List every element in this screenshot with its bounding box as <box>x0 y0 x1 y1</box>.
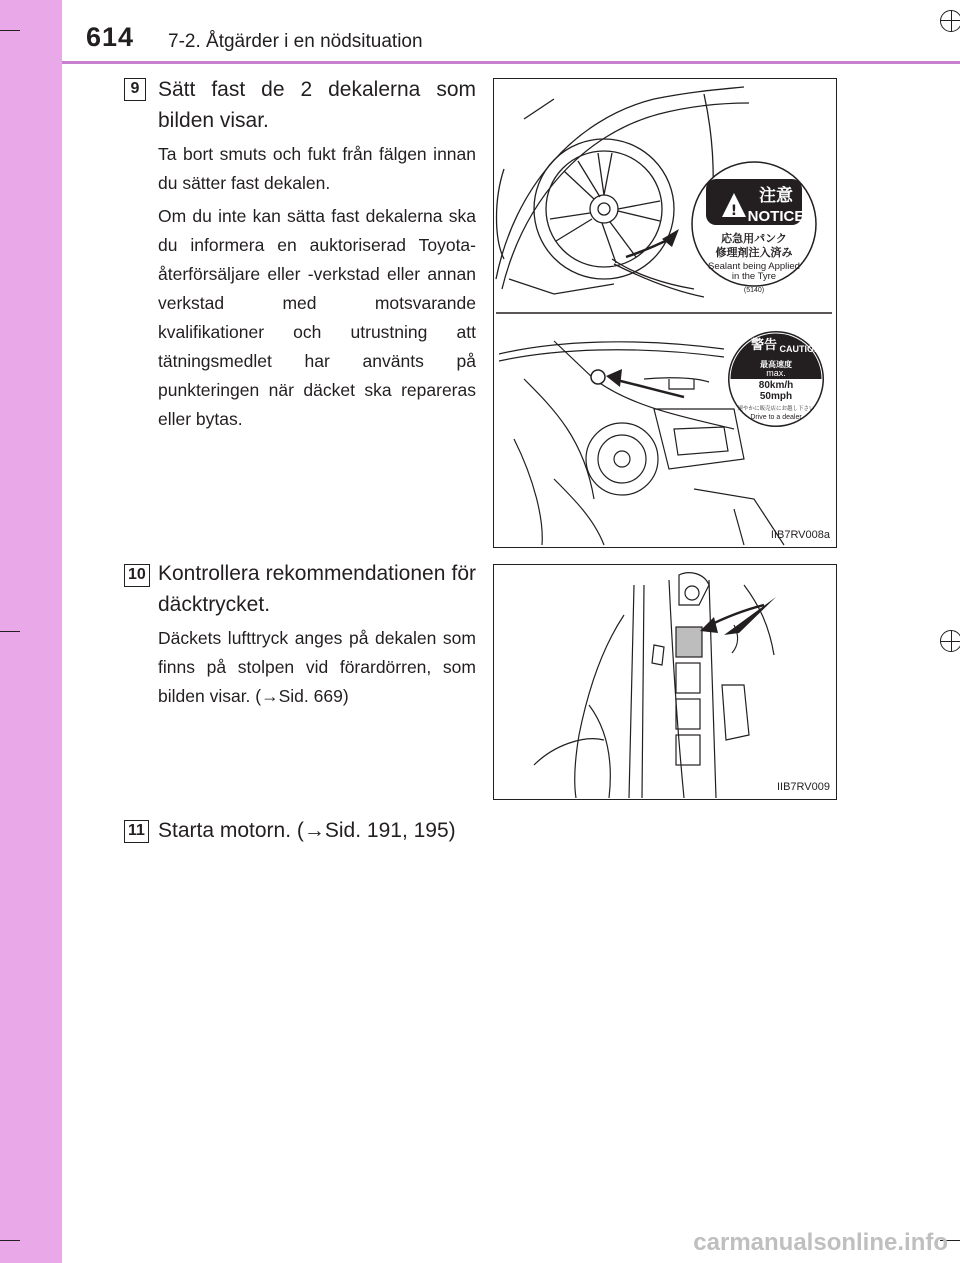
caution-label-jp-bottom: 速やかに販売店にお越し下さい <box>737 406 815 412</box>
notice-label-en-line2: in the Tyre <box>731 271 777 282</box>
step-10-note-1: Däckets lufttryck anges på dekalen som finns på stolpen vid förardörren, som bilden visar. (→Sid. 669) <box>158 628 476 706</box>
notice-label-jp-line1: 応急用パンク <box>721 232 787 245</box>
header-rule <box>62 61 960 64</box>
figure-sticker-placement <box>493 78 837 548</box>
notice-label-en-line1: Sealant being Applied <box>708 261 800 272</box>
caution-label-en-bottom: Drive to a dealer <box>750 414 802 421</box>
step-9-note-1: Ta bort smuts och fukt från fälgen innan du sätter fast dekalen. <box>158 144 476 193</box>
crop-mark <box>0 1240 20 1241</box>
caution-label-kmh: 80km/h <box>758 380 794 391</box>
notice-label-jp-line2: 修理剤注入済み <box>715 246 793 259</box>
crop-mark-circle <box>940 10 960 32</box>
caution-label-max: max. <box>766 368 786 378</box>
step-10-text: Kontrollera rekommendationen för däcktrycket. <box>158 562 476 616</box>
figure-code: IIB7RV009 <box>776 781 830 793</box>
crop-mark <box>0 631 20 632</box>
watermark: carmanualsonline.info <box>693 1229 948 1256</box>
step-badge-10: 10 <box>124 564 150 587</box>
crop-mark <box>0 30 20 31</box>
caution-label-mph: 50mph <box>759 391 793 402</box>
figure-door-pillar <box>493 564 837 800</box>
step-badge-9: 9 <box>124 78 146 101</box>
door-pillar-illustration <box>494 565 835 798</box>
notice-label-jp-title: 注意 <box>759 186 793 206</box>
caution-label-jp-speed: 最高速度 <box>760 360 792 369</box>
step-11-text: Starta motorn. (→Sid. 191, 195) <box>158 819 456 842</box>
step-9-text: Sätt fast de 2 dekalerna som bilden visar. <box>158 78 476 132</box>
notice-label-title: NOTICE <box>747 208 805 225</box>
caution-label-jp-title: 警告 <box>750 338 778 353</box>
sticker-placement-illustration <box>494 79 835 546</box>
figure-code: IIB7RV008a <box>770 529 830 541</box>
notice-label-code: (5140) <box>743 287 765 294</box>
caution-label-title: CAUTION <box>779 344 821 354</box>
crop-mark-circle <box>940 630 960 652</box>
svg-text:!: ! <box>730 203 738 219</box>
step-9-note-2: Om du inte kan sätta fast dekalerna ska du informera en auktoriserad Toyota-återförsäljare eller -verkstad eller annan verkstad med motsvarande kvalifikationer och utrustning att tätningsmedlet har använts på punkteringen när däcket ska repareras eller bytas. <box>158 206 476 429</box>
page-number: 614 <box>86 22 135 52</box>
step-badge-11: 11 <box>124 820 149 843</box>
section-title: 7-2. Åtgärder i en nödsituation <box>168 31 423 52</box>
